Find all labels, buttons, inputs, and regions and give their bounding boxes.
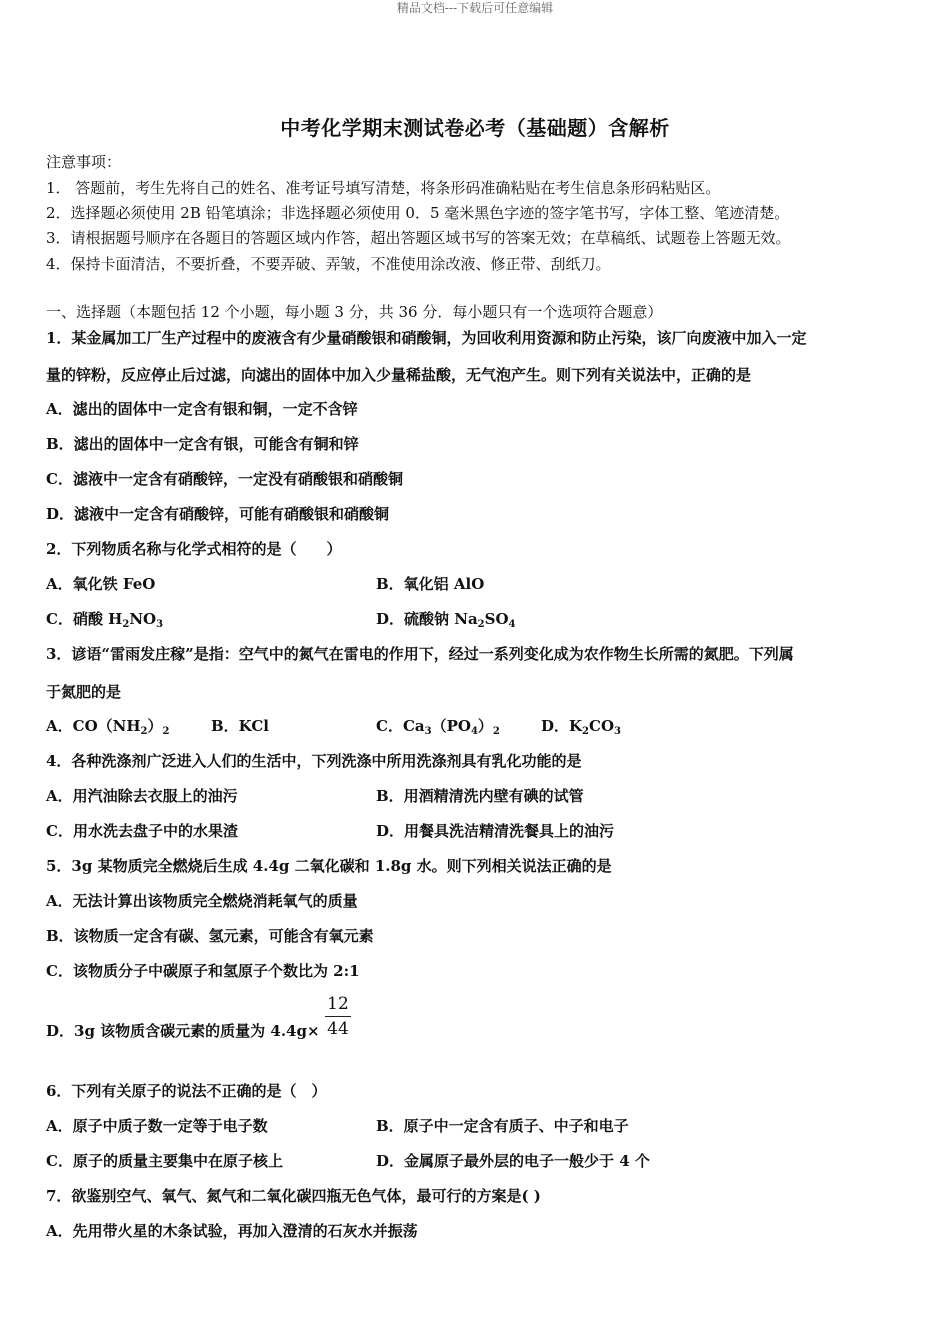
question-1-option-d: D．滤液中一定含有硝酸锌，可能有硝酸银和硝酸铜: [46, 505, 390, 523]
question-2-option-d: D．硫酸钠 $Na_2SO_4$: [376, 610, 516, 630]
question-3-option-a: A．$CO(NH_2)_2$: [46, 717, 170, 737]
question-3-option-c: C．$Ca_3(PO_4)_2$: [376, 717, 500, 737]
question-1-option-a: A．滤出的固体中一定含有银和铜，一定不含锌: [46, 400, 358, 418]
question-5-option-c: C．该物质分子中碳原子和氢原子个数比为 2:1: [46, 962, 360, 980]
question-5-option-d: D．3g 该物质含碳元素的质量为 4.4g×: [46, 1022, 320, 1040]
question-3-stem: 3．谚语“雷雨发庄稼”是指：空气中的氮气在雷电的作用下，经过一系列变化成为农作物生长所需的氮肥。下列属: [46, 645, 794, 663]
question-2-option-a: A．氧化铁 FeO: [46, 575, 156, 593]
question-3-option-b: B．KCl: [211, 717, 269, 735]
fraction-numerator: 12: [327, 994, 349, 1014]
question-4-stem: 4．各种洗涤剂广泛进入人们的生活中，下列洗涤中所用洗涤剂具有乳化功能的是: [46, 752, 582, 770]
question-2-option-c: C．硝酸 $H_2NO_3$: [46, 610, 164, 630]
question-5-option-b: B．该物质一定含有碳、氢元素，可能含有氧元素: [46, 927, 374, 945]
page-header: 精品文档---下载后可任意编辑: [396, 1, 554, 15]
question-6-option-a: A．原子中质子数一定等于电子数: [46, 1117, 268, 1135]
question-7-stem: 7．欲鉴别空气、氧气、氮气和二氧化碳四瓶无色气体，最可行的方案是( ): [46, 1187, 541, 1205]
notice-item: 1． 答题前，考生先将自己的姓名、准考证号填写清楚，将条形码准确粘贴在考生信息条形码粘贴区。: [46, 179, 721, 197]
question-4-option-a: A．用汽油除去衣服上的油污: [46, 787, 238, 805]
question-3-stem-cont: 于氮肥的是: [46, 683, 122, 701]
question-4-option-d: D．用餐具洗洁精清洗餐具上的油污: [376, 822, 615, 840]
question-1-option-c: C．滤液中一定含有硝酸锌，一定没有硝酸银和硝酸铜: [46, 470, 403, 488]
question-3-option-d: D．$K_2CO_3$: [541, 717, 621, 737]
question-5-option-a: A．无法计算出该物质完全燃烧消耗氧气的质量: [46, 892, 358, 910]
fraction-denominator: 44: [327, 1019, 349, 1039]
question-2-stem: 2．下列物质名称与化学式相符的是（ ）: [46, 540, 342, 558]
question-1-option-b: B．滤出的固体中一定含有银，可能含有铜和锌: [46, 435, 359, 453]
question-7-option-a: A．先用带火星的木条试验，再加入澄清的石灰水并振荡: [46, 1222, 418, 1240]
question-4-option-b: B．用酒精清洗内壁有碘的试管: [376, 787, 584, 805]
question-2-option-b: B．氧化铝 AlO: [376, 575, 485, 593]
fraction-bar: [325, 1016, 351, 1017]
question-1-stem: 1．某金属加工厂生产过程中的废液含有少量硝酸银和硝酸铜，为回收利用资源和防止污染，该厂向废液中加入一定: [46, 329, 807, 347]
question-4-option-c: C．用水洗去盘子中的水果渣: [46, 822, 238, 840]
page-title: 中考化学期末测试卷必考（基础题）含解析: [280, 116, 670, 140]
notice-item: 4．保持卡面清洁，不要折叠，不要弄破、弄皱，不准使用涂改液、修正带、刮纸刀。: [46, 255, 611, 273]
notice-item: 3．请根据题号顺序在各题目的答题区域内作答，超出答题区域书写的答案无效；在草稿纸、试题卷上答题无效。: [46, 229, 791, 247]
question-6-stem: 6．下列有关原子的说法不正确的是（ ）: [46, 1082, 327, 1100]
question-6-option-b: B．原子中一定含有质子、中子和电子: [376, 1117, 629, 1135]
notice-item: 2．选择题必须使用 2B 铅笔填涂；非选择题必须使用 0．5 毫米黑色字迹的签字笔书写，字体工整、笔迹清楚。: [46, 204, 790, 222]
question-6-option-c: C．原子的质量主要集中在原子核上: [46, 1152, 283, 1170]
notice-heading: 注意事项：: [46, 153, 122, 171]
question-1-stem-cont: 量的锌粉，反应停止后过滤，向滤出的固体中加入少量稀盐酸，无气泡产生。则下列有关说法中，正确的是: [46, 366, 752, 384]
question-5-fraction: [325, 994, 351, 1039]
question-6-option-d: D．金属原子最外层的电子一般少于 4 个: [376, 1152, 650, 1170]
question-5-stem: 5．3g 某物质完全燃烧后生成 4.4g 二氧化碳和 1.8g 水。则下列相关说法正确的是: [46, 857, 612, 875]
section-heading: 一、选择题（本题包括 12 个小题，每小题 3 分，共 36 分．每小题只有一个选项符合题意）: [46, 303, 663, 321]
